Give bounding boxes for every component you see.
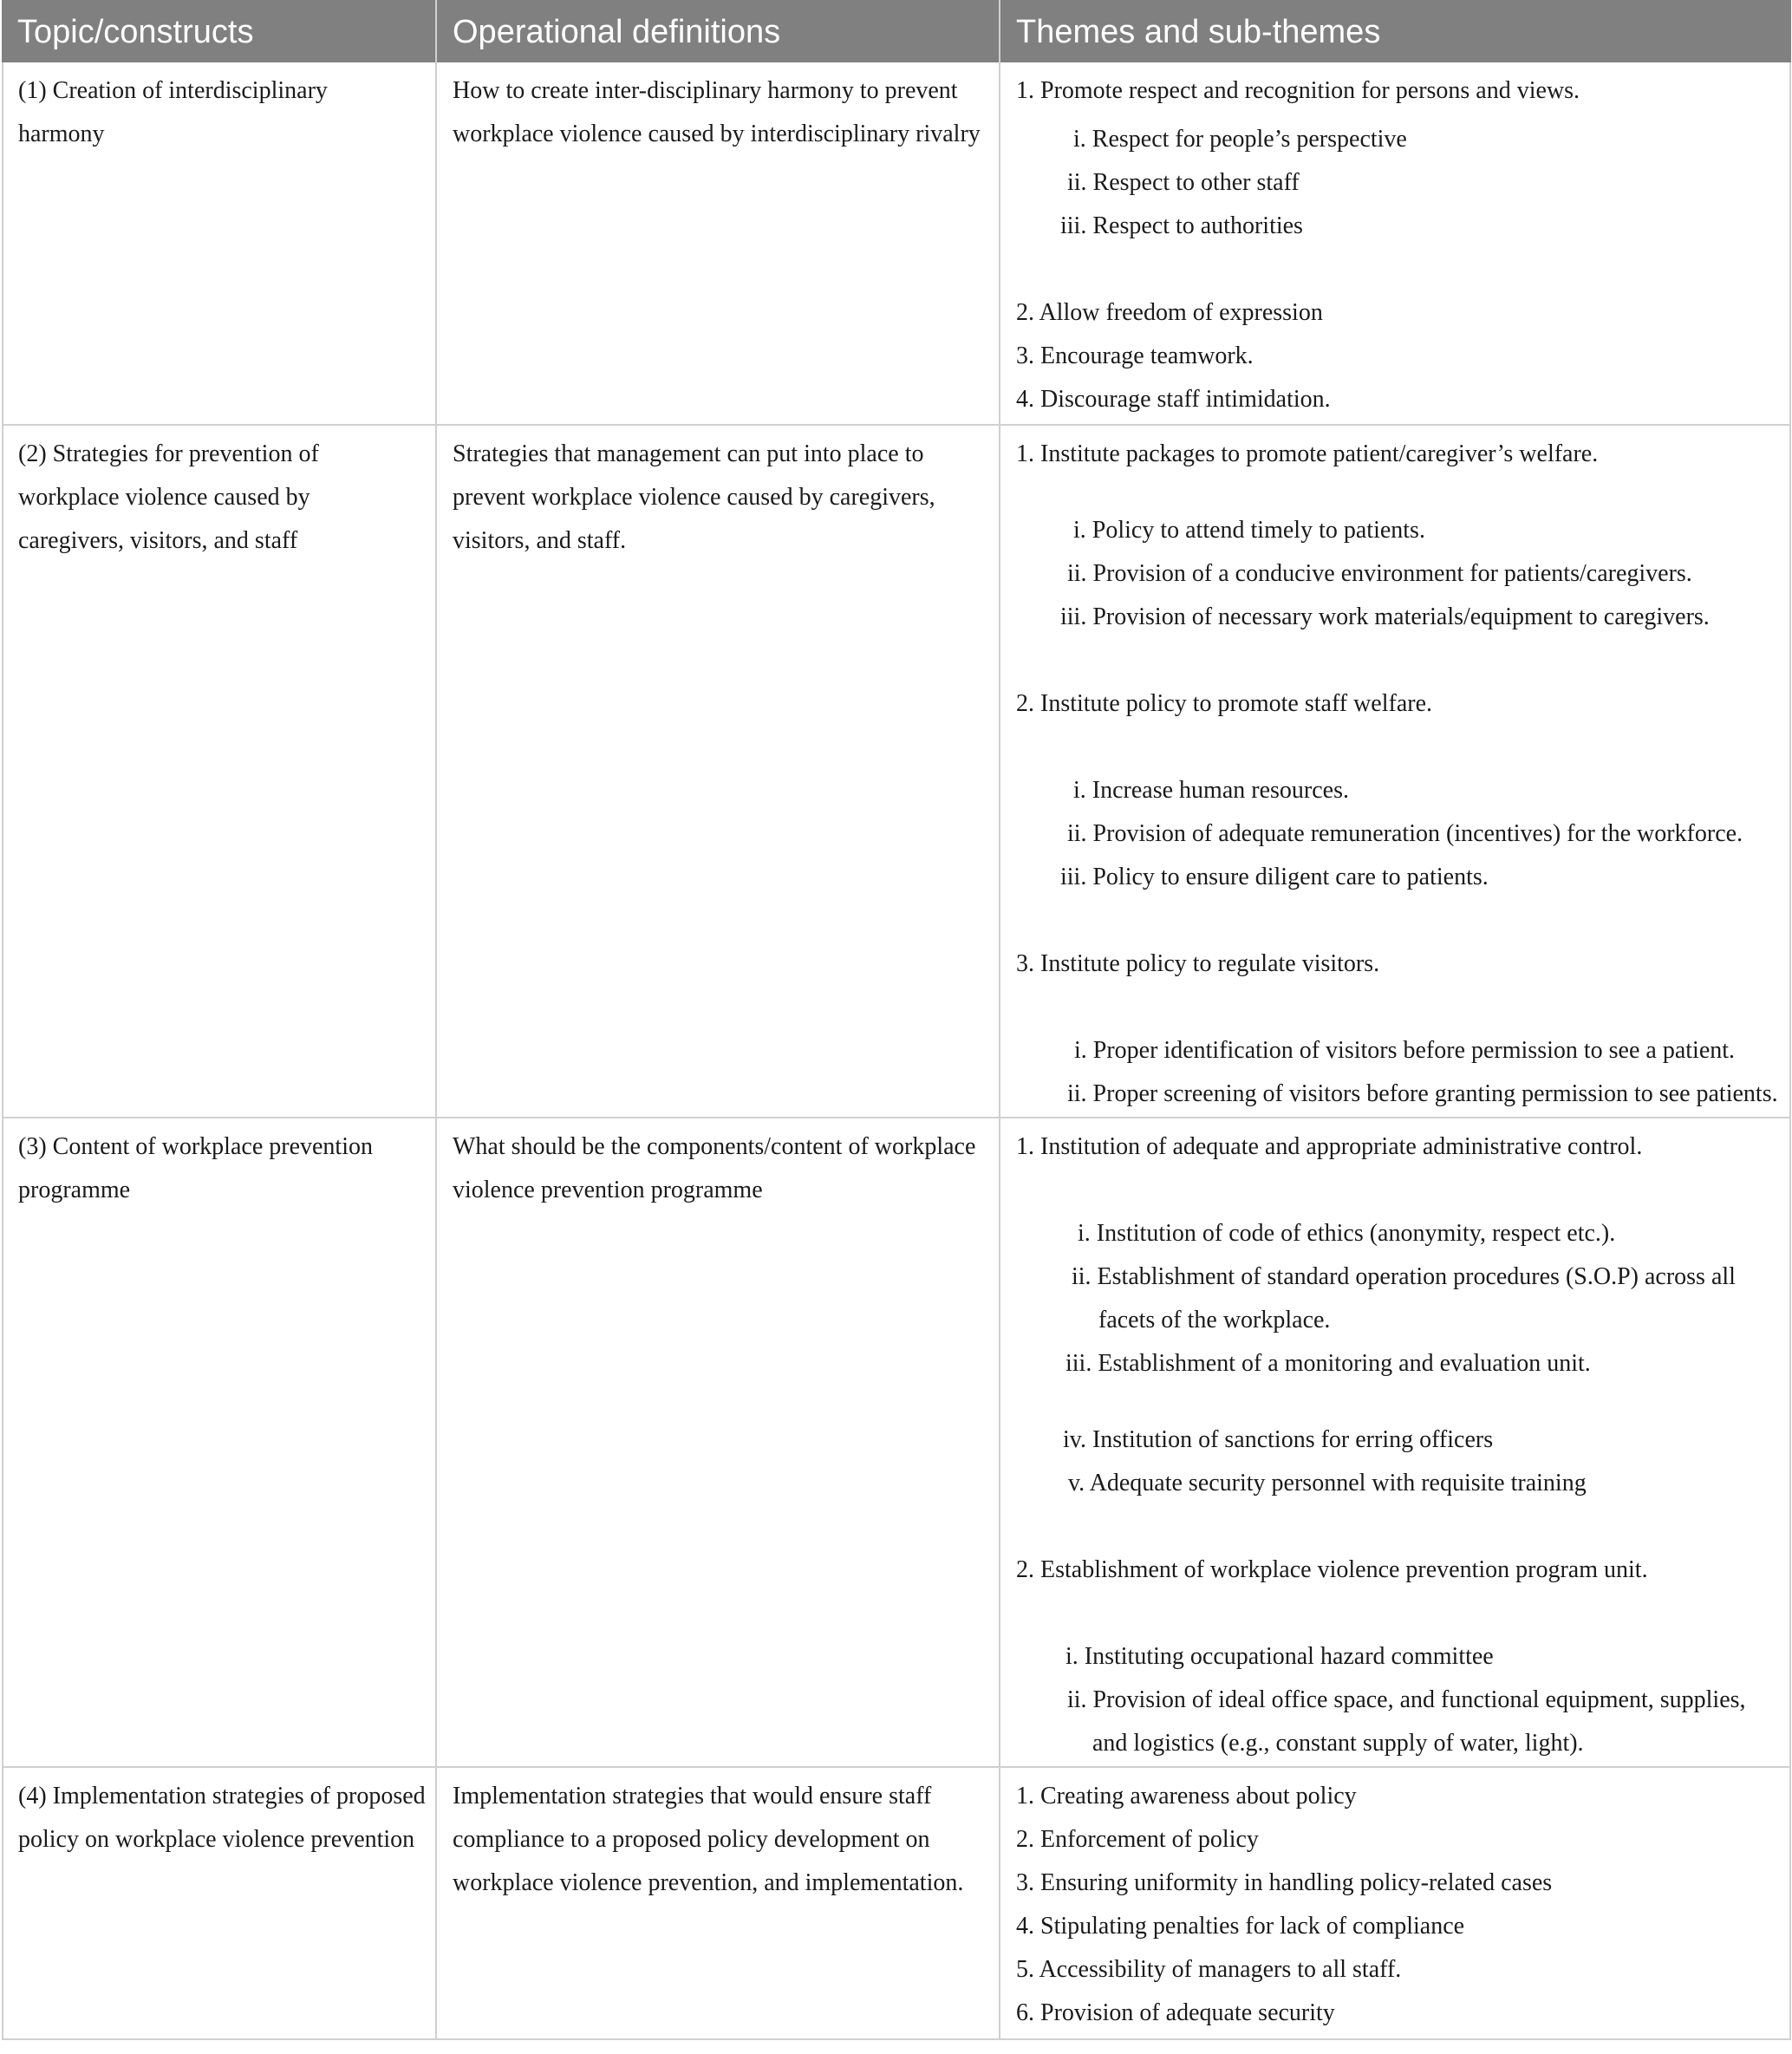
subtheme-item: i. Increase human resources. [1073,777,1349,804]
table-border-left [2,62,3,2039]
subtheme-item: i. Institution of code of ethics (anonymity, respect etc.). [1078,1220,1616,1247]
subtheme-item: i. Respect for people’s perspective [1073,126,1407,153]
row-definition: Strategies that management can put into place to prevent workplace violence caused by caregivers, visitors, and staff. [453,440,935,554]
row-divider [2,424,1791,426]
theme-item: 1. Institution of adequate and appropriate administrative control. [1016,1133,1643,1160]
subtheme-item: iii. Policy to ensure diligent care to patients. [1060,864,1489,890]
subtheme-item: ii. Provision of ideal office space, and functional equipment, supplies, [1067,1686,1746,1713]
subtheme-item: v. Adequate security personnel with requisite training [1068,1470,1587,1496]
header-divider [435,0,437,62]
table-border-bottom [2,2038,1791,2040]
subtheme-continuation: and logistics (e.g., constant supply of water, light). [1092,1730,1584,1757]
theme-item: 5. Accessibility of managers to all staff. [1016,1956,1402,1983]
subtheme-item: iii. Respect to authorities [1060,212,1303,239]
theme-item: 3. Encourage teamwork. [1016,342,1254,369]
subtheme-item: i. Policy to attend timely to patients. [1073,517,1425,544]
header-definition: Operational definitions [453,14,781,50]
row-topic: (1) Creation of interdisciplinary harmony [18,77,328,147]
subtheme-item: iii. Establishment of a monitoring and evaluation unit. [1065,1350,1591,1377]
header-topic: Topic/constructs [17,14,254,50]
row-definition: Implementation strategies that would ensure staff compliance to a proposed policy development on workplace violence prevention, and implementation. [453,1783,964,1896]
row-topic: (4) Implementation strategies of proposed policy on workplace violence prevention [18,1783,426,1853]
row-topic: (2) Strategies for prevention of workplace violence caused by caregivers, visitors, and staff [18,440,319,554]
theme-item: 2. Institute policy to promote staff welfare. [1016,690,1433,717]
theme-item: 1. Creating awareness about policy [1016,1783,1357,1809]
row-definition: How to create inter-disciplinary harmony to prevent workplace violence caused by interdisciplinary rivalry [453,77,981,147]
subtheme-item: ii. Respect to other staff [1067,169,1300,196]
theme-item: 2. Allow freedom of expression [1016,299,1323,326]
subtheme-item: i. Proper identification of visitors before permission to see a patient. [1074,1037,1736,1064]
theme-item: 6. Provision of adequate security [1016,1999,1335,2026]
theme-item: 4. Discourage staff intimidation. [1016,386,1331,413]
subtheme-item: i. Instituting occupational hazard committee [1065,1643,1494,1670]
subtheme-continuation: facets of the workplace. [1098,1307,1331,1333]
subtheme-item: iii. Provision of necessary work materials/equipment to caregivers. [1060,603,1710,630]
column-divider [435,62,437,2039]
row-divider [2,1117,1791,1118]
subtheme-item: ii. Establishment of standard operation procedures (S.O.P) across all [1072,1263,1736,1290]
theme-item: 1. Promote respect and recognition for persons and views. [1016,77,1580,104]
row-topic: (3) Content of workplace prevention programme [18,1133,373,1203]
theme-item: 3. Ensuring uniformity in handling policy-related cases [1016,1869,1553,1896]
theme-item: 4. Stipulating penalties for lack of compliance [1016,1913,1465,1940]
row-definition: What should be the components/content of workplace violence prevention programme [453,1133,976,1203]
theme-item: 2. Enforcement of policy [1016,1826,1259,1853]
column-divider [999,62,1000,2039]
theme-item: 1. Institute packages to promote patient/caregiver’s welfare. [1016,440,1599,467]
table-header [2,0,1791,62]
header-themes: Themes and sub-themes [1016,14,1381,50]
theme-item: 2. Establishment of workplace violence prevention program unit. [1016,1556,1648,1583]
header-divider [999,0,1000,62]
table-border-right [1789,62,1791,2039]
subtheme-item: ii. Provision of a conducive environment for patients/caregivers. [1067,560,1692,587]
subtheme-item: iv. Institution of sanctions for erring officers [1063,1426,1494,1453]
subtheme-item: ii. Provision of adequate remuneration (incentives) for the workforce. [1067,820,1743,847]
row-divider [2,1766,1791,1768]
theme-item: 3. Institute policy to regulate visitors. [1016,950,1380,977]
subtheme-item: ii. Proper screening of visitors before granting permission to see patients. [1067,1080,1778,1107]
